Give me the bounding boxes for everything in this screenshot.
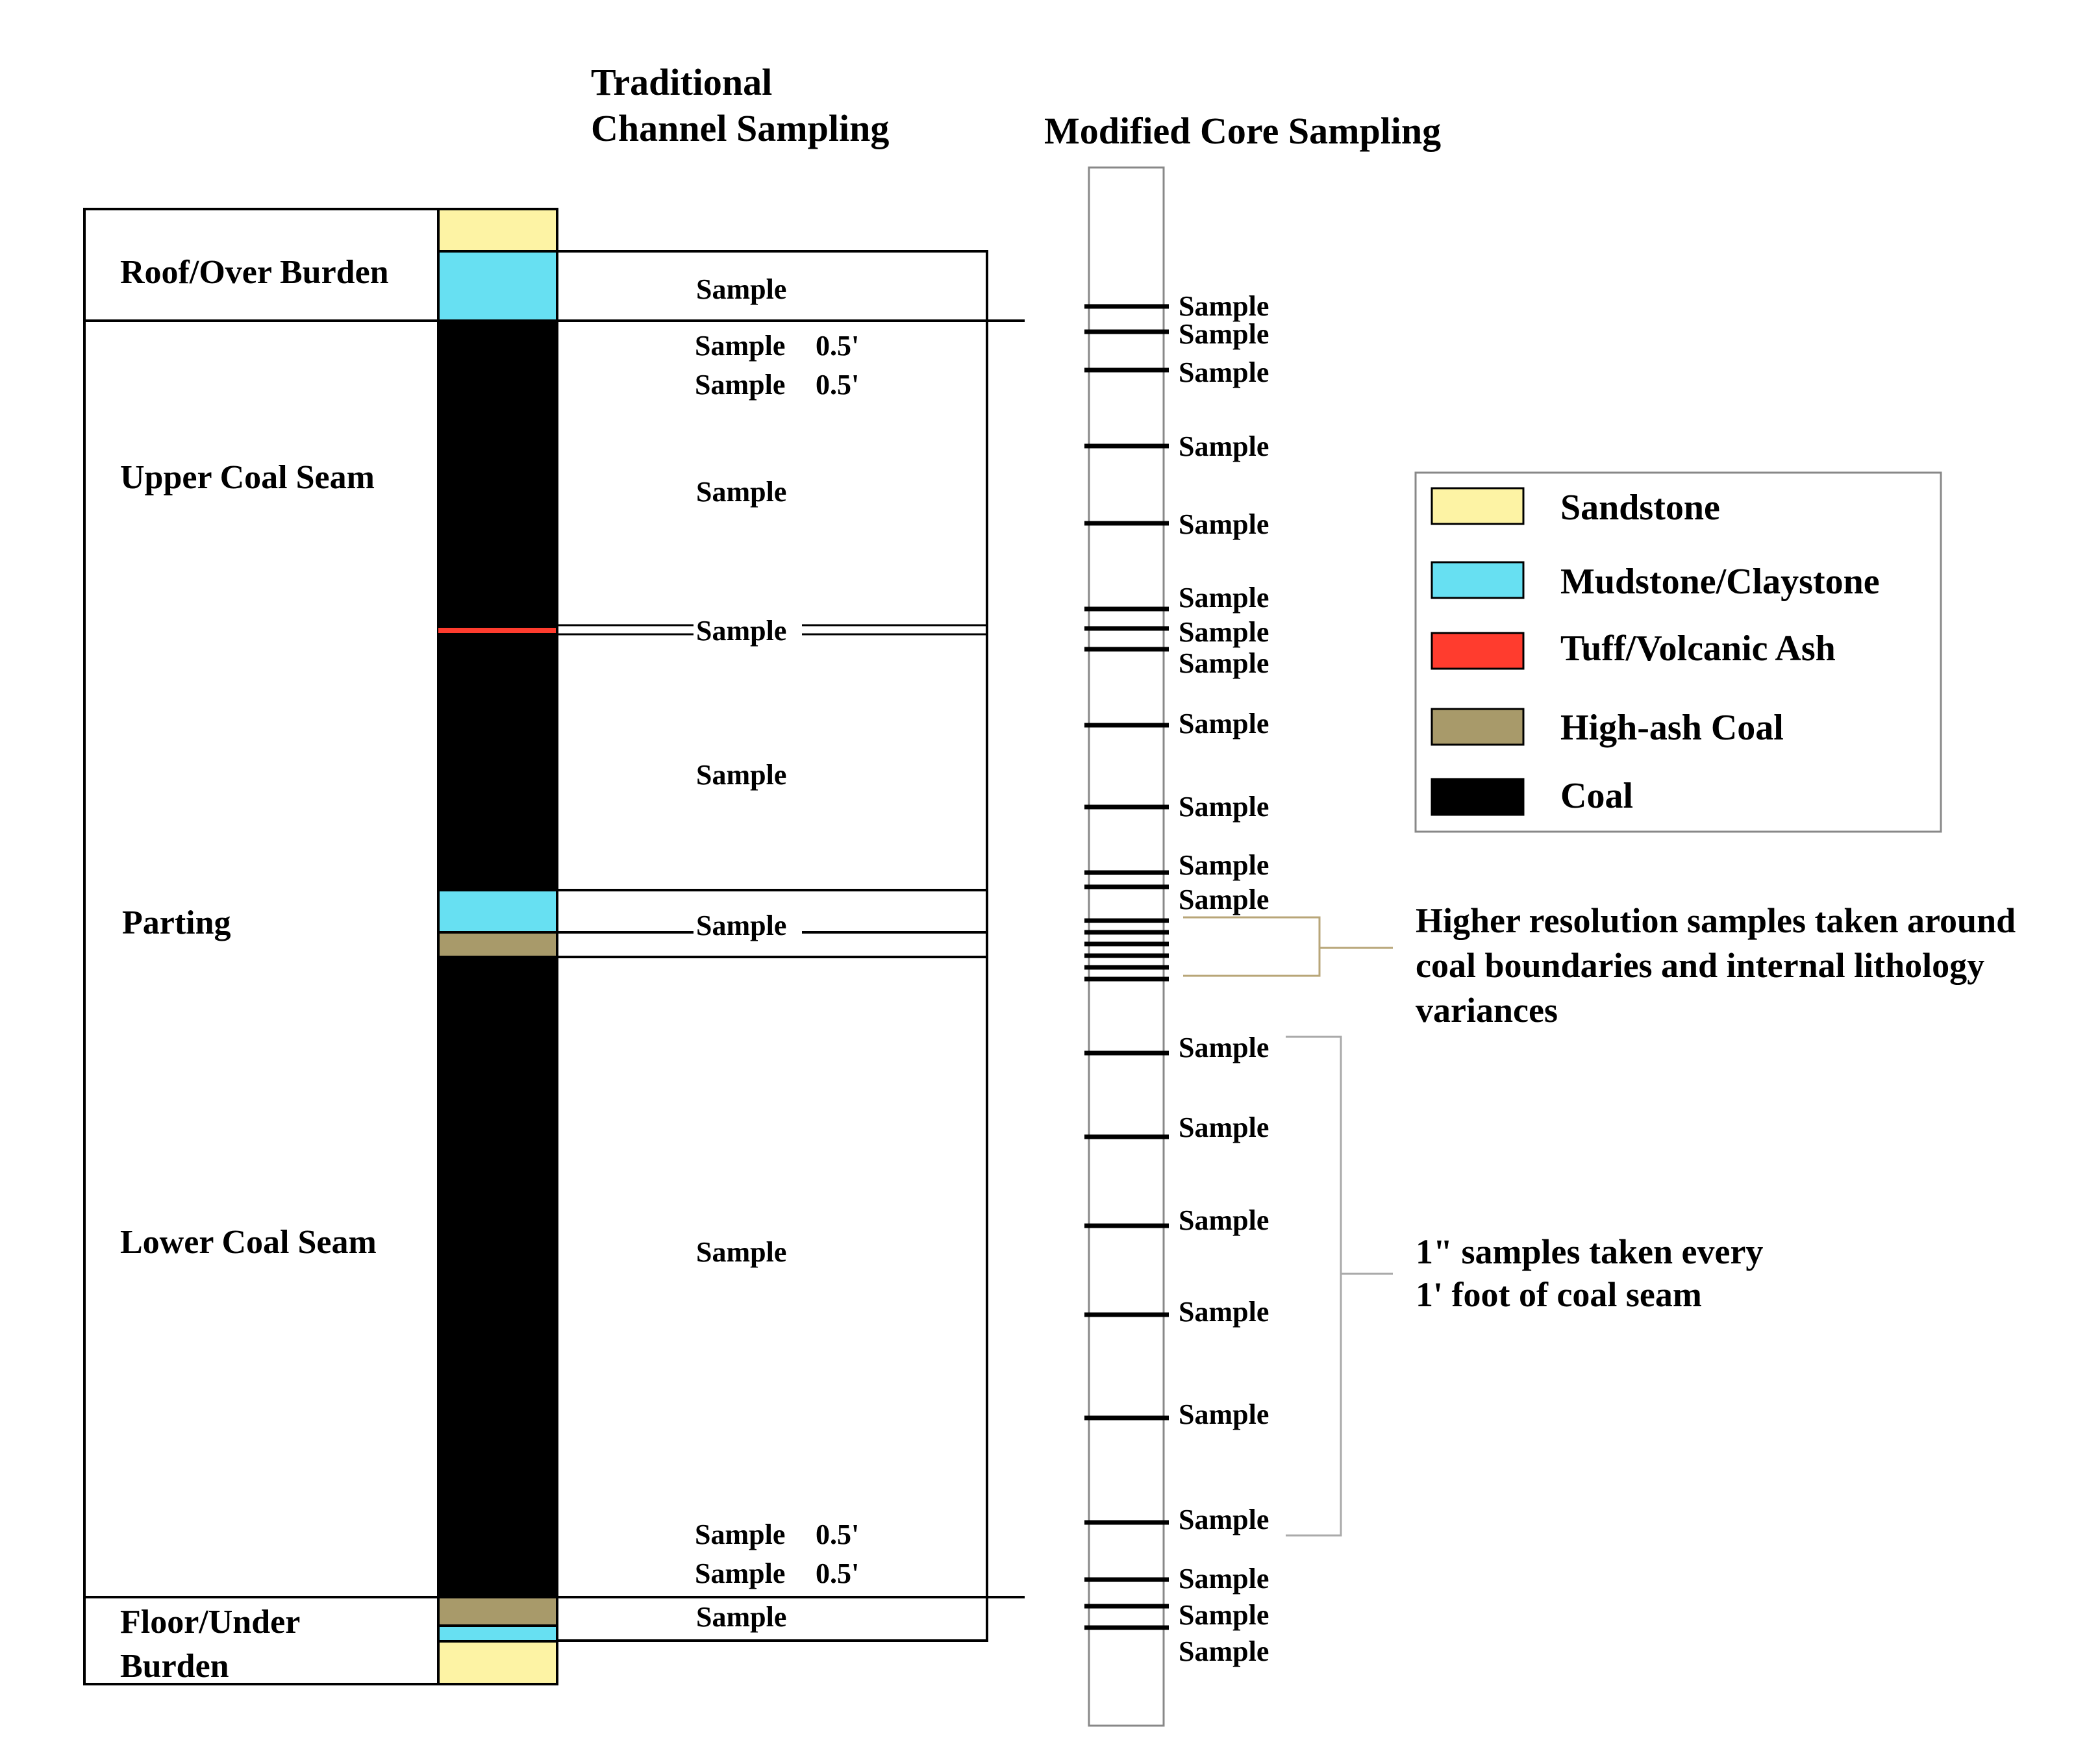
core-column xyxy=(1089,168,1164,1726)
zone-label-upper: Upper Coal Seam xyxy=(120,459,375,496)
legend-label-sandstone: Sandstone xyxy=(1560,488,1720,528)
core-sample-label: Sample xyxy=(1179,884,1269,915)
title-modified: Modified Core Sampling xyxy=(1044,110,1442,152)
note-every-foot-line1: 1" samples taken every xyxy=(1416,1232,1764,1271)
core-sample-label: Sample xyxy=(1179,290,1269,322)
note-every-foot-line2: 1' foot of coal seam xyxy=(1416,1275,1702,1314)
layer-highash-parting xyxy=(438,932,557,957)
core-sample-label: Sample xyxy=(1179,1599,1269,1631)
layer-coal-upper xyxy=(438,321,557,890)
layer-sandstone-top xyxy=(438,209,557,251)
core-sample-label: Sample xyxy=(1179,318,1269,350)
high-res-bracket xyxy=(1183,917,1393,976)
layer-highash-floor xyxy=(438,1597,557,1626)
core-sample-label: Sample xyxy=(1179,356,1269,388)
layer-sandstone-bottom xyxy=(438,1641,557,1684)
legend-swatch-sandstone xyxy=(1432,488,1523,524)
zone-label-roof: Roof/Over Burden xyxy=(120,254,389,291)
core-sample-label: Sample xyxy=(1179,508,1269,540)
legend-swatch-tuff xyxy=(1432,633,1523,669)
legend-swatch-coal xyxy=(1432,779,1523,815)
core-sample-label: Sample xyxy=(1179,791,1269,823)
channel-sample-label: Sample xyxy=(696,759,787,791)
legend-label-coal: Coal xyxy=(1560,776,1633,816)
note-high-res-line2: coal boundaries and internal lithology xyxy=(1416,946,1985,985)
zone-label-lower: Lower Coal Seam xyxy=(120,1224,377,1261)
channel-sample-label: Sample xyxy=(696,615,787,647)
channel-sample-label: Sample xyxy=(695,1558,786,1589)
core-sample-label: Sample xyxy=(1179,616,1269,648)
layer-tuff xyxy=(438,628,557,633)
core-sample-label: Sample xyxy=(1179,582,1269,614)
zone-label-parting: Parting xyxy=(122,904,231,941)
lithology-column xyxy=(438,209,557,1684)
title-traditional-line1: Traditional xyxy=(591,61,773,103)
channel-sample-label: Sample xyxy=(696,910,787,941)
zone-label-floor-line1: Floor/Under xyxy=(120,1604,301,1641)
every-foot-bracket xyxy=(1286,1037,1393,1535)
core-sample-label: Sample xyxy=(1179,1032,1269,1063)
note-high-res-line3: variances xyxy=(1416,991,1558,1030)
channel-thickness-label: 0.5' xyxy=(816,1558,860,1589)
core-sample-label: Sample xyxy=(1179,1204,1269,1236)
core-sample-label: Sample xyxy=(1179,1635,1269,1667)
zone-label-floor-line2: Burden xyxy=(120,1648,229,1685)
legend-label-mudstone: Mudstone/Claystone xyxy=(1560,562,1880,602)
core-sample-label: Sample xyxy=(1179,1111,1269,1143)
channel-thickness-label: 0.5' xyxy=(816,330,860,362)
core-sample-label: Sample xyxy=(1179,1504,1269,1535)
layer-mudstone-floor xyxy=(438,1626,557,1641)
channel-sample-label: Sample xyxy=(696,1601,787,1633)
legend-swatch-mudstone xyxy=(1432,562,1523,598)
channel-sample-labels xyxy=(695,273,859,1633)
channel-thickness-label: 0.5' xyxy=(816,369,860,401)
core-sample-labels xyxy=(1179,290,1269,1667)
channel-sample-label: Sample xyxy=(695,1519,786,1550)
core-sample-label: Sample xyxy=(1179,647,1269,679)
core-sample-label: Sample xyxy=(1179,430,1269,462)
legend-label-tuff: Tuff/Volcanic Ash xyxy=(1560,628,1836,669)
channel-sample-label: Sample xyxy=(695,369,786,401)
layer-mudstone-roof xyxy=(438,251,557,321)
core-sample-label: Sample xyxy=(1179,1563,1269,1595)
legend-swatch-highash xyxy=(1432,709,1523,745)
core-sample-label: Sample xyxy=(1179,1398,1269,1430)
layer-mudstone-parting xyxy=(438,890,557,932)
channel-sample-label: Sample xyxy=(696,476,787,508)
channel-sample-label: Sample xyxy=(695,330,786,362)
channel-sample-label: Sample xyxy=(696,273,787,305)
core-sample-label: Sample xyxy=(1179,849,1269,881)
legend-label-highash: High-ash Coal xyxy=(1560,708,1784,748)
core-sample-label: Sample xyxy=(1179,708,1269,739)
channel-sampling-box xyxy=(557,251,987,1641)
note-high-res-line1: Higher resolution samples taken around xyxy=(1416,901,2016,940)
channel-thickness-label: 0.5' xyxy=(816,1519,860,1550)
title-traditional-line2: Channel Sampling xyxy=(591,107,890,149)
core-sample-label: Sample xyxy=(1179,1296,1269,1328)
legend xyxy=(1416,473,1941,832)
channel-sample-label: Sample xyxy=(696,1236,787,1268)
layer-coal-lower xyxy=(438,957,557,1597)
